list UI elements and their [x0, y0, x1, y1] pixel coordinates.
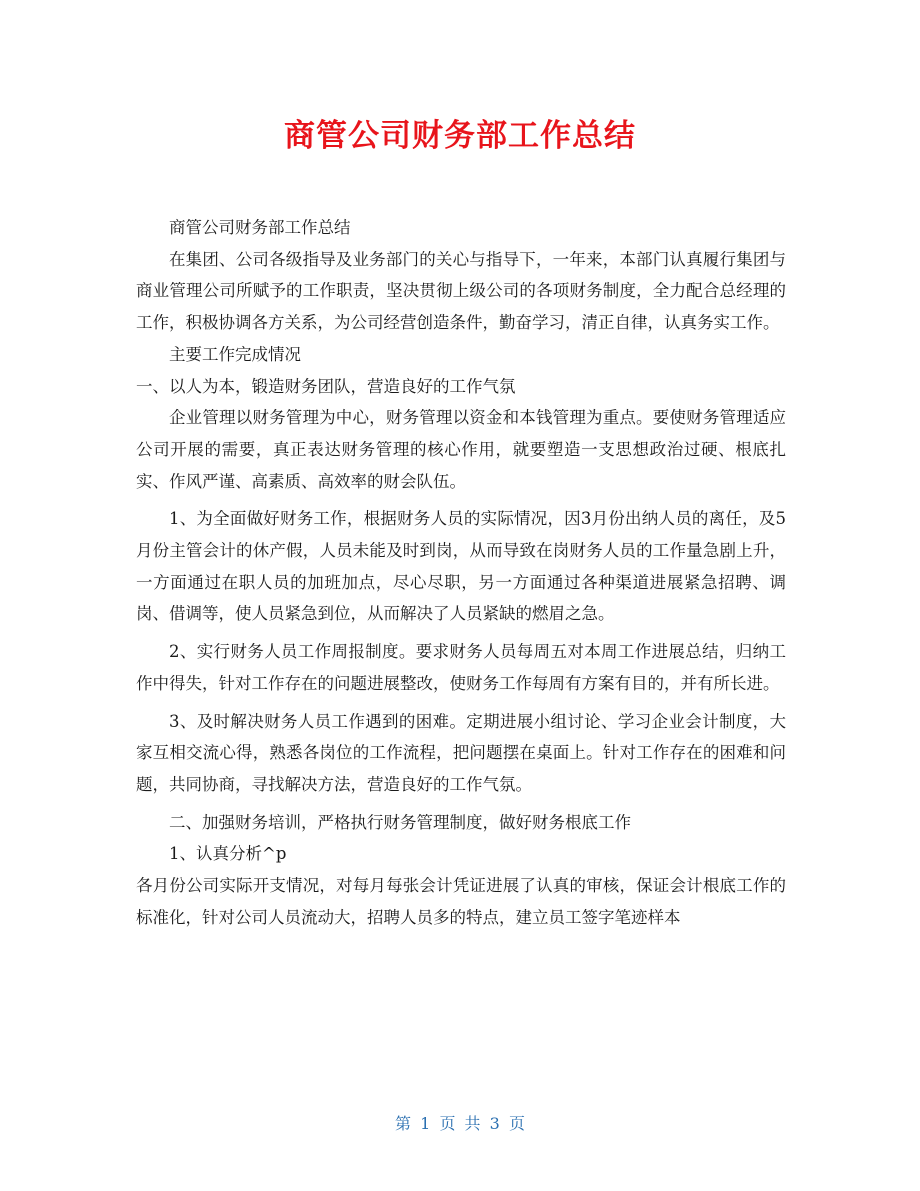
document-body: [136, 212, 786, 933]
footer-ye-end: 页: [508, 1114, 525, 1133]
paragraph-section-one: 一、以人为本，锻造财务团队，营造良好的工作气氛: [136, 376, 516, 396]
paragraph-section-two: 二、加强财务培训，严格执行财务管理制度，做好财务根底工作: [169, 812, 631, 832]
paragraph-item-3: 3、及时解决财务人员工作遇到的困难。定期进展小组讨论、学习企业会计制度，大家互相交流心得，熟悉各岗位的工作流程，把问题摆在桌面上。针对工作存在的困难和问题，共同协商，寻找解决方法，营造良好的工作气氛。: [136, 711, 786, 794]
footer-ye: 页: [439, 1114, 456, 1133]
footer-page-number: 1: [420, 1114, 431, 1133]
footer-di: 第: [395, 1114, 412, 1133]
paragraph-analysis: 1、认真分析^p: [169, 844, 287, 864]
paragraph-item-2: 2、实行财务人员工作周报制度。要求财务人员每周五对本周工作进展总结，归纳工作中得失，针对工作存在的问题进展整改，使财务工作每周有方案有目的，并有所长进。: [136, 642, 786, 693]
paragraph-intro: 在集团、公司各级指导及业务部门的关心与指导下，一年来，本部门认真履行集团与商业管理公司所赋予的工作职责，坚决贯彻上级公司的各项财务制度，全力配合总经理的工作，积极协调各方关系，为公司经营创造条件，勤奋学习，清正自律，认真务实工作。: [136, 249, 786, 333]
footer-gong: 共: [464, 1114, 481, 1133]
paragraph-management: 企业管理以财务管理为中心，财务管理以资金和本钱管理为重点。要使财务管理适应公司开展的需要，真正表达财务管理的核心作用，就要塑造一支思想政治过硬、根底扎实、作风严谨、高素质、高效率的财会队伍。: [136, 408, 786, 491]
document-title: 商管公司财务部工作总结: [284, 118, 636, 154]
page-footer: [0, 1112, 920, 1136]
paragraph-section-title: 主要工作完成情况: [169, 344, 301, 364]
paragraph-heading: 商管公司财务部工作总结: [169, 218, 351, 237]
paragraph-monthly: 各月份公司实际开支情况，对每月每张会计凭证进展了认真的审核，保证会计根底工作的标准化，针对公司人员流动大，招聘人员多的特点，建立员工签字笔迹样本: [136, 876, 786, 927]
footer-total-pages: 3: [489, 1114, 500, 1133]
paragraph-item-1: 1、为全面做好财务工作，根据财务人员的实际情况，因3月份出纳人员的离任，及5月份主管会计的休产假，人员未能及时到岗，从而导致在岗财务人员的工作量急剧上升，一方面通过在职人员的加班加点，尽心尽职，另一方面通过各种渠道进展紧急招聘、调岗、借调等，使人员紧急到位，从而解决了人员紧缺的燃眉之急。: [136, 509, 786, 624]
